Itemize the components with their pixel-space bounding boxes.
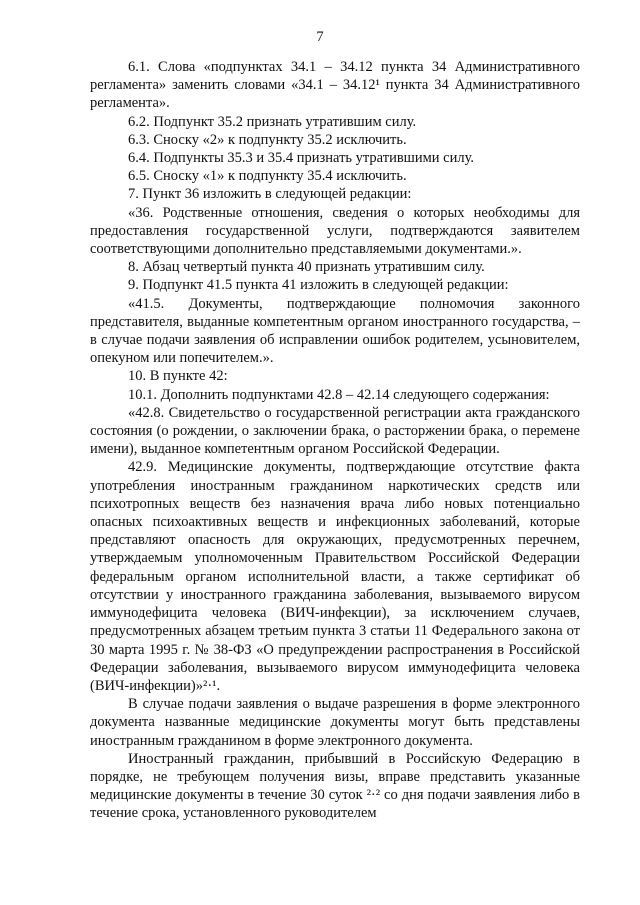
paragraph-electronic-form: В случае подачи заявления о выдаче разрешения в форме электронного документа названные медицинские документы могут быть представлены иностранным гражданином в форме электронного документа. xyxy=(90,696,580,749)
paragraph-10: 10. В пункте 42: xyxy=(128,368,228,385)
paragraph-8: 8. Абзац четвертый пункта 40 признать утратившим силу. xyxy=(128,259,485,276)
paragraph-6-4: 6.4. Подпункты 35.3 и 35.4 признать утратившими силу. xyxy=(128,150,475,167)
paragraph-36-quote: «36. Родственные отношения, сведения о которых необходимы для предоставления государственной услуги, подтверждаются заявителем соответствующими дополнительно представляемыми документами.». xyxy=(90,204,580,258)
paragraph-42-8-quote: «42.8. Свидетельство о государственной регистрации акта гражданского состояния (о рождении, о заключении брака, о расторжении брака, о перемене имени), выданное компетентным органом Российской Федерации. xyxy=(90,404,580,458)
paragraph-9: 9. Подпункт 41.5 пункта 41 изложить в следующей редакции: xyxy=(128,277,509,294)
document-body xyxy=(90,58,580,823)
paragraph-42-9: 42.9. Медицинские документы, подтверждающие отсутствие факта употребления иностранным гражданином наркотических средств или психотропных веществ без назначения врача либо новых потенциально опасных психоактивных веществ и инфекционных заболеваний, которые представляют опасность для окружающих, предусмотренных перечнем, утверждаемым уполномоченным Правительством Российской Федерации федеральным органом исполнительной власти, а также сертификат об отсутствии у иностранного гражданина заболевания, вызываемого вирусом иммунодефицита человека (ВИЧ-инфекции), за исключением случаев, предусмотренных абзацем третьим пункта 3 статьи 11 Федерального закона от 30 марта 1995 г. № 38-ФЗ «О предупреждении распространения в Российской Федерации заболевания, вызываемого вирусом иммунодефицита человека (ВИЧ-инфекции)»²·¹. xyxy=(90,459,580,694)
page-number: 7 xyxy=(316,29,324,45)
paragraph-6-3: 6.3. Сноску «2» к подпункту 35.2 исключить. xyxy=(128,131,407,148)
paragraph-41-5-quote: «41.5. Документы, подтверждающие полномочия законного представителя, выданные компетентным органом иностранного государства, – в случае подачи заявления об исправлении ошибок родителем, усыновителем, опекуном или попечителем.». xyxy=(90,295,580,367)
paragraph-7: 7. Пункт 36 изложить в следующей редакции: xyxy=(128,186,412,203)
paragraph-10-1: 10.1. Дополнить подпунктами 42.8 – 42.14 следующего содержания: xyxy=(128,386,550,403)
paragraph-6-1: 6.1. Слова «подпунктах 34.1 – 34.12 пункта 34 Административного регламента» заменить словами «34.1 – 34.12¹ пункта 34 Административного регламента». xyxy=(90,59,580,112)
paragraph-visa-free-entry: Иностранный гражданин, прибывший в Российскую Федерацию в порядке, не требующем получения визы, вправе представить указанные медицинские документы в течение 30 суток ²·² со дня подачи заявления либо в течение срока, установленного руководителем xyxy=(90,750,580,822)
paragraph-6-2: 6.2. Подпункт 35.2 признать утратившим силу. xyxy=(128,113,417,130)
paragraph-6-5: 6.5. Сноску «1» к подпункту 35.4 исключить. xyxy=(128,168,407,185)
